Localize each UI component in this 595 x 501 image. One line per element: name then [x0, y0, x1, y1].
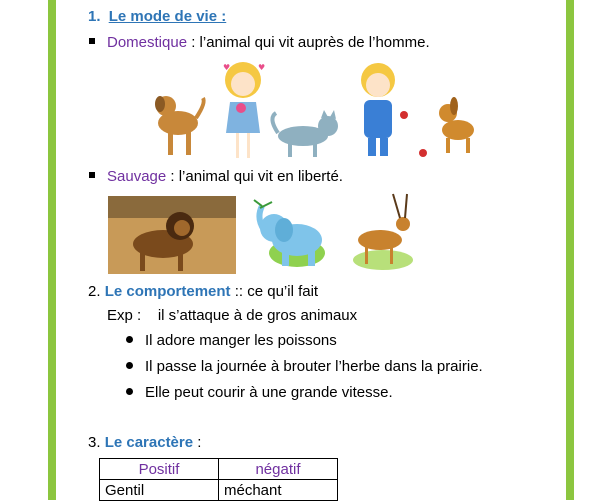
domestique-line: [89, 34, 430, 51]
right-green-border: [566, 0, 574, 500]
list-item: [126, 384, 393, 401]
table-row: [100, 480, 338, 501]
dog-image: [155, 96, 204, 155]
section3-suffix: :: [193, 434, 202, 451]
domestic-animals-illustration: [148, 58, 483, 168]
section3-title: Le caractère: [104, 434, 194, 451]
list-item: [126, 332, 337, 349]
section3-number: 3.: [88, 434, 101, 451]
cat-image: [272, 110, 338, 157]
ladybug-image: [419, 149, 427, 157]
section1-title: Le mode de vie :: [108, 8, 227, 25]
boy-image: [361, 63, 408, 156]
section2-title: Le comportement: [104, 283, 231, 300]
square-bullet-icon: [89, 38, 95, 44]
section2-heading: [88, 283, 318, 300]
example-line: Exp : il s’attaque à de gros animaux: [107, 307, 358, 324]
svg-text:♥: ♥: [258, 63, 266, 72]
section2-number: 2.: [88, 283, 101, 300]
caractere-table: [99, 458, 338, 501]
list-item-text: Il passe la journée à brouter l’herbe dans la prairie.: [145, 358, 483, 375]
domestique-term: Domestique: [107, 34, 188, 51]
section3-heading: [88, 434, 201, 451]
sauvage-definition: : l’animal qui vit en liberté.: [166, 168, 343, 185]
list-item-text: Elle peut courir à une grande vitesse.: [145, 384, 393, 401]
square-bullet-icon: [89, 172, 95, 178]
list-item: [126, 358, 483, 375]
antelope-image: [345, 190, 427, 276]
bullet-dot-icon: [126, 336, 133, 343]
list-item-text: Il adore manger les poissons: [145, 332, 337, 349]
sauvage-line: [89, 168, 343, 185]
puppy-image: [439, 97, 474, 153]
table-header-negatif: négatif: [219, 459, 338, 480]
svg-text:♥: ♥: [223, 63, 231, 72]
sauvage-term: Sauvage: [107, 168, 167, 185]
section2-suffix: :: ce qu’il fait: [230, 283, 319, 300]
bullet-dot-icon: [126, 388, 133, 395]
table-cell: méchant: [219, 480, 338, 501]
section1-number: 1.: [88, 8, 101, 25]
table-header-row: [100, 459, 338, 480]
elephant-image: [252, 198, 334, 276]
table-cell: Gentil: [100, 480, 219, 501]
girl-image: [223, 62, 265, 158]
section1-heading: [88, 8, 226, 25]
domestique-definition: : l’animal qui vit auprès de l’homme.: [187, 34, 430, 51]
lion-photo: [108, 196, 236, 274]
left-green-border: [48, 0, 56, 500]
table-header-positif: Positif: [100, 459, 219, 480]
bullet-dot-icon: [126, 362, 133, 369]
